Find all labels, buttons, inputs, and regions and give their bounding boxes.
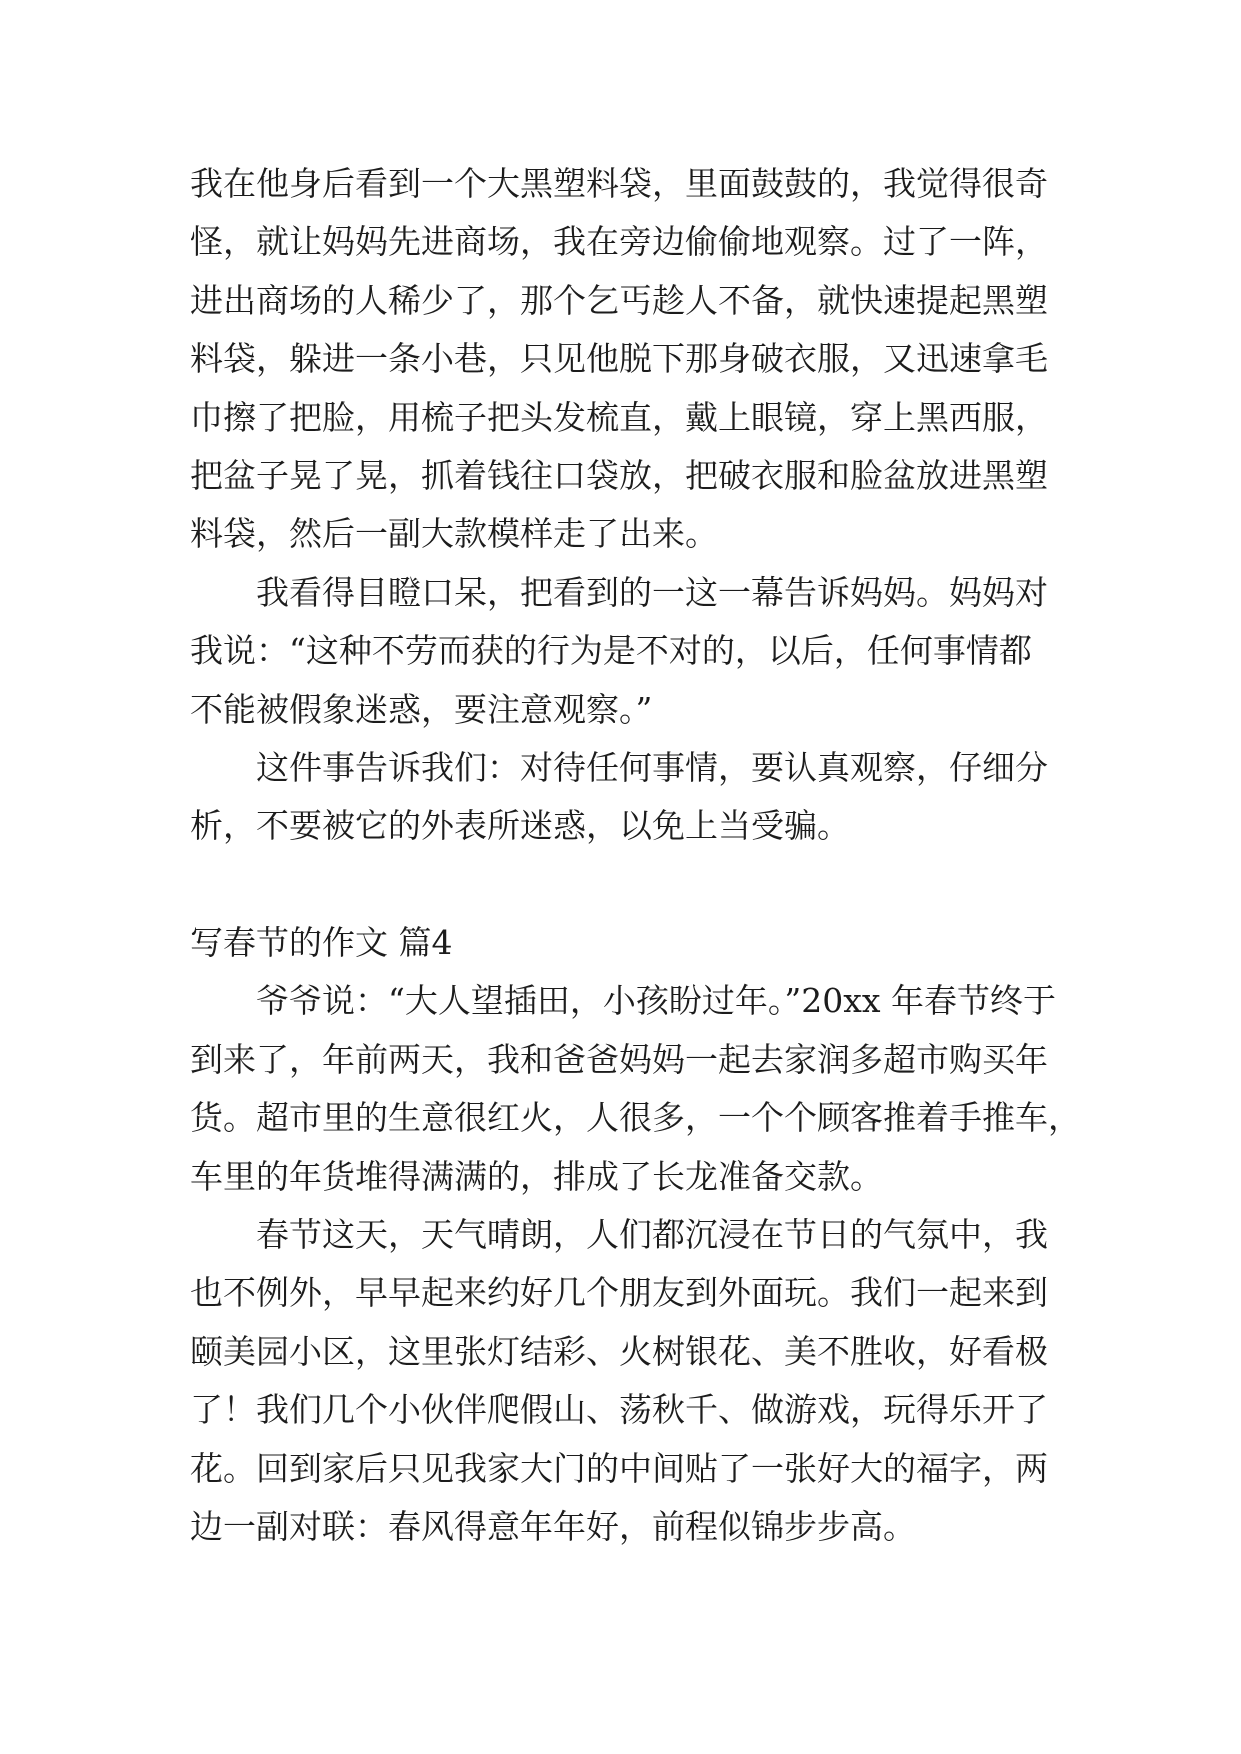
- text-line: 进出商场的人稀少了，那个乞丐趁人不备，就快速提起黑塑: [190, 280, 1048, 320]
- text-line: 了！我们几个小伙伴爬假山、荡秋千、做游戏，玩得乐开了: [190, 1390, 1048, 1430]
- text-line: 我在他身后看到一个大黑塑料袋，里面鼓鼓的，我觉得很奇: [190, 164, 1048, 203]
- text-line: 料袋，躲进一条小巷，只见他脱下那身破衣服，又迅速拿毛: [190, 339, 1048, 379]
- text-line: 析，不要被它的外表所迷惑，以免上当受骗。: [190, 806, 850, 846]
- section: [190, 914, 1150, 1556]
- text-line: 怪，就让妈妈先进商场，我在旁边偷偷地观察。过了一阵，: [190, 222, 1048, 262]
- text-line: 这件事告诉我们：对待任何事情，要认真观察，仔细分: [256, 747, 1048, 787]
- paragraph: [190, 1206, 1150, 1556]
- text-line: 爷爷说：“大人望插田，小孩盼过年。”20xx 年春节终于: [256, 981, 1056, 1021]
- text-line: 也不例外，早早起来约好几个朋友到外面玩。我们一起来到: [190, 1273, 1048, 1313]
- paragraph: [190, 739, 1150, 856]
- text-line: 我看得目瞪口呆，把看到的一这一幕告诉妈妈。妈妈对: [256, 572, 1048, 612]
- text-line: 春节这天，天气晴朗，人们都沉浸在节日的气氛中，我: [256, 1215, 1048, 1255]
- document-body: [190, 155, 1150, 1556]
- text-line: 我说：“这种不劳而获的行为是不对的，以后，任何事情都: [190, 631, 1032, 671]
- text-line: 到来了，年前两天，我和爸爸妈妈一起去家润多超市购买年: [190, 1039, 1048, 1079]
- text-line: 边一副对联：春风得意年年好，前程似锦步步高。: [190, 1506, 916, 1546]
- text-line: 把盆子晃了晃，抓着钱往口袋放，把破衣服和脸盆放进黑塑: [190, 455, 1048, 495]
- text-line: 巾擦了把脸，用梳子把头发梳直，戴上眼镜，穿上黑西服，: [190, 397, 1048, 437]
- text-line: 花。回到家后只见我家大门的中间贴了一张好大的福字，两: [190, 1448, 1048, 1488]
- blank-line: [190, 856, 1150, 914]
- text-line: 不能被假象迷惑，要注意观察。”: [190, 689, 653, 729]
- text-line: 料袋，然后一副大款模样走了出来。: [190, 514, 718, 554]
- text-line: 颐美园小区，这里张灯结彩、火树银花、美不胜收，好看极: [190, 1331, 1048, 1371]
- section: [190, 155, 1150, 856]
- paragraph: [190, 972, 1150, 1206]
- paragraph: [190, 564, 1150, 739]
- section-heading: 写春节的作文 篇4: [190, 923, 453, 963]
- text-line: 货。超市里的生意很红火，人很多，一个个顾客推着手推车，: [190, 1098, 1081, 1138]
- paragraph: [190, 155, 1150, 564]
- text-line: 车里的年货堆得满满的，排成了长龙准备交款。: [190, 1156, 883, 1196]
